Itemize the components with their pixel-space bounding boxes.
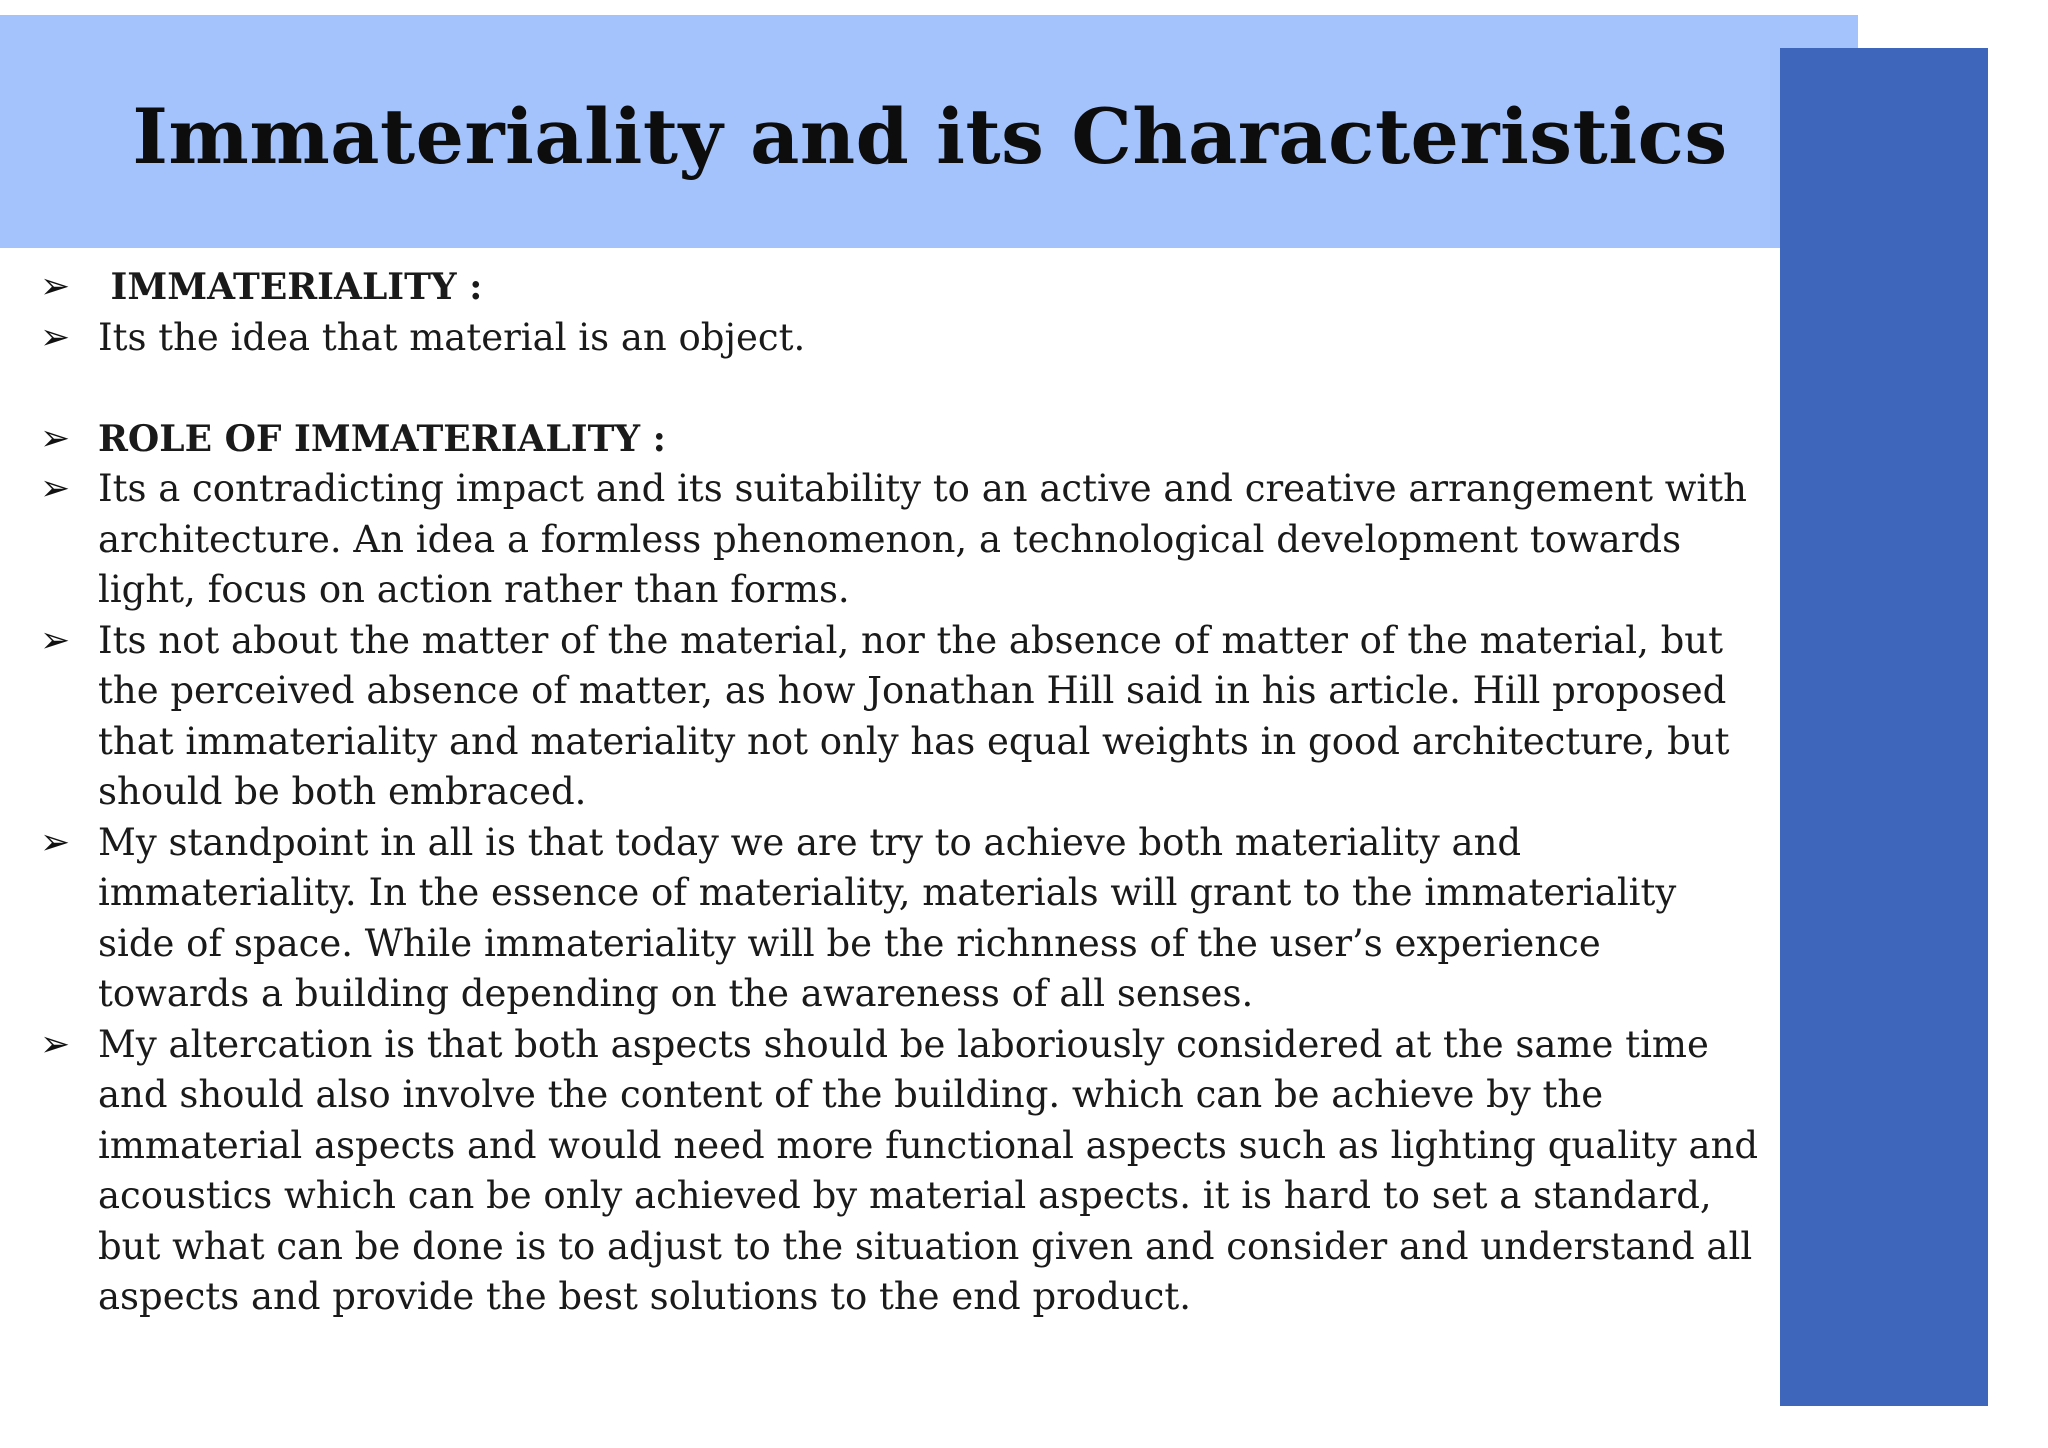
item-text: My altercation is that both aspects should be laboriously considered at the same time and should also involve the content of the building. which can be achieve by the immaterial aspects and would need more functional aspects such as lighting quality and acoustics which can be only achieved by material aspects. it is hard to set a standard, but what can be done is to adjust to the situation given and consider and understand all aspects and provide the best solutions to the end product.	[98, 1022, 1759, 1318]
item-text: Its not about the matter of the material, nor the absence of matter of the material, but the perceived absence of matter, as how Jonathan Hill said in his article. Hill proposed that immateriality and materiality not only has equal weights in good architecture, but should be both embraced.	[98, 618, 1730, 813]
item-text: My standpoint in all is that today we are try to achieve both materiality and immateriality. In the essence of materiality, materials will grant to the immateriality side of space. While immateriality will be the richnness of the user’s experience towards a building depending on the awareness of all senses.	[98, 820, 1677, 1015]
bullet-list	[40, 262, 1760, 1323]
heading-immateriality: IMMATERIALITY :	[98, 266, 483, 308]
item-text: Its the idea that material is an object.	[98, 315, 806, 359]
heading-role-of-immateriality: ROLE OF IMMATERIALITY :	[98, 417, 666, 460]
list-item	[40, 616, 1760, 818]
arrow-bullet-icon: ➢	[40, 821, 71, 863]
side-accent-bar	[1780, 48, 1988, 1406]
item-text: Its a contradicting impact and its suitability to an active and creative arrangement with architecture. An idea a formless phenomenon, a technological development towards light, focus on action rather than forms.	[98, 467, 1747, 611]
list-item	[40, 1020, 1760, 1323]
list-item	[40, 262, 1760, 313]
list-item	[40, 464, 1760, 616]
slide-title: Immateriality and its Characteristics	[132, 92, 1728, 181]
list-item	[40, 818, 1760, 1020]
arrow-bullet-icon: ➢	[40, 1023, 71, 1065]
arrow-bullet-icon: ➢	[40, 468, 71, 509]
arrow-bullet-icon: ➢	[40, 619, 71, 661]
spacer	[40, 363, 1760, 414]
list-item	[40, 414, 1760, 465]
list-item	[40, 313, 1760, 364]
arrow-bullet-icon: ➢	[40, 316, 71, 358]
arrow-bullet-icon: ➢	[40, 417, 71, 459]
arrow-bullet-icon: ➢	[40, 266, 71, 307]
